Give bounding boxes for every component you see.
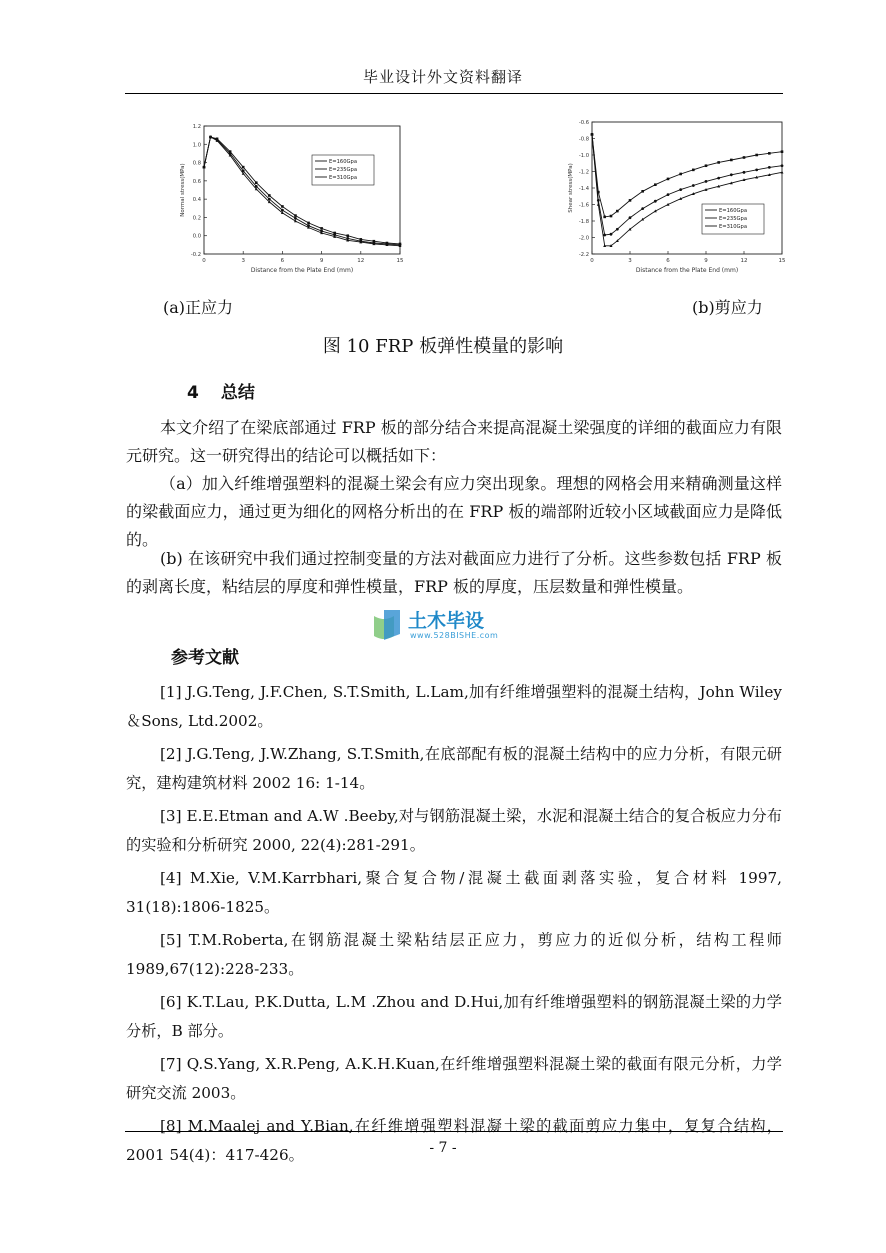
paragraph-intro: 本文介绍了在梁底部通过 FRP 板的部分结合来提高混凝土梁强度的详细的截面应力有限元研究。这一研究得出的结论可以概括如下： bbox=[126, 418, 782, 465]
section-number: 4 bbox=[187, 383, 199, 403]
data-point bbox=[320, 227, 323, 230]
reference-item: [7] Q.S.Yang, X.R.Peng, A.K.H.Kuan,在纤维增强塑料混凝土梁的截面有限元分析，力学研究交流 2003。 bbox=[126, 1055, 782, 1102]
reference-item: [5] T.M.Roberta,在钢筋混凝土梁粘结层正应力，剪应力的近似分析，结构工程师 1989,67(12):228-233。 bbox=[126, 931, 782, 978]
data-point bbox=[281, 205, 284, 208]
data-point bbox=[294, 217, 297, 220]
legend-label: E=310Gpa bbox=[719, 224, 748, 230]
y-tick-label: -1.8 bbox=[578, 219, 589, 225]
data-point bbox=[629, 216, 632, 219]
data-point bbox=[268, 194, 271, 197]
y-tick-label: 1.0 bbox=[192, 142, 201, 149]
header-rule bbox=[125, 93, 783, 94]
x-tick-label: 12 bbox=[357, 258, 365, 264]
section-heading bbox=[187, 378, 277, 403]
page-header-title: 毕业设计外文资料翻译 bbox=[362, 68, 523, 86]
watermark-url: www.528BISHE.com bbox=[410, 631, 499, 640]
data-point bbox=[255, 181, 258, 184]
y-tick-label: -0.8 bbox=[578, 136, 589, 143]
data-point bbox=[610, 215, 613, 218]
paragraph-conclusion-b: (b) 在该研究中我们通过控制变量的方法对截面应力进行了分析。这些参数包括 FRP 板的剥离长度，粘结层的厚度和弹性模量，FRP 板的厚度，压层数量和弹性模量。 bbox=[126, 549, 782, 596]
x-tick-label: 0 bbox=[590, 258, 594, 264]
data-point bbox=[717, 177, 720, 180]
data-point bbox=[307, 222, 310, 225]
data-point bbox=[294, 214, 297, 217]
data-point bbox=[679, 188, 682, 191]
x-axis-label: Distance from the Plate End (mm) bbox=[635, 267, 739, 274]
data-point bbox=[629, 199, 632, 202]
data-point bbox=[781, 150, 784, 153]
y-tick-label: -1.2 bbox=[578, 169, 589, 176]
data-point bbox=[743, 156, 746, 159]
figure-caption-a: (a)正应力 bbox=[163, 298, 234, 317]
data-point bbox=[730, 159, 733, 162]
data-point bbox=[781, 164, 784, 167]
data-point bbox=[346, 234, 349, 237]
y-tick-label: -1.6 bbox=[578, 202, 589, 209]
x-tick-label: 15 bbox=[778, 258, 786, 264]
x-tick-label: 6 bbox=[666, 258, 670, 264]
data-point bbox=[654, 200, 657, 203]
legend-label: E=235Gpa bbox=[329, 167, 358, 173]
y-axis-label: Shear stress(MPa) bbox=[568, 163, 574, 213]
data-point bbox=[616, 210, 619, 213]
plot-frame bbox=[204, 126, 400, 254]
page-number: - 7 - bbox=[429, 1140, 457, 1156]
y-tick-label: -0.2 bbox=[190, 252, 201, 258]
series-line bbox=[204, 137, 400, 244]
section-title: 总结 bbox=[220, 383, 255, 403]
data-point bbox=[610, 233, 613, 236]
data-point bbox=[616, 228, 619, 231]
x-tick-label: 3 bbox=[241, 258, 245, 264]
data-point bbox=[667, 178, 670, 181]
x-tick-label: 9 bbox=[704, 258, 708, 264]
data-point bbox=[603, 234, 606, 237]
data-point bbox=[692, 169, 695, 172]
y-axis-label: Normal stress(MPa) bbox=[180, 163, 186, 217]
data-point bbox=[281, 209, 284, 212]
x-tick-label: 6 bbox=[280, 258, 285, 264]
data-point bbox=[705, 180, 708, 183]
legend-label: E=235Gpa bbox=[719, 216, 748, 222]
data-point bbox=[641, 207, 644, 210]
data-point bbox=[755, 168, 758, 171]
data-point bbox=[654, 183, 657, 186]
y-tick-label: 0.2 bbox=[192, 215, 201, 222]
data-point bbox=[692, 184, 695, 187]
figure-title: 图 10 FRP 板弹性模量的影响 bbox=[322, 336, 564, 357]
x-tick-label: 12 bbox=[740, 258, 748, 264]
legend-label: E=310Gpa bbox=[329, 175, 358, 181]
y-tick-label: 0.6 bbox=[192, 178, 201, 185]
y-tick-label: 0.0 bbox=[192, 233, 201, 240]
references-list bbox=[126, 678, 782, 1174]
data-point bbox=[603, 216, 606, 219]
chart-shear-stress bbox=[556, 118, 788, 280]
y-tick-label: -2.0 bbox=[578, 235, 589, 242]
y-tick-label: -1.0 bbox=[578, 153, 589, 159]
legend-label: E=160Gpa bbox=[719, 208, 748, 214]
chart-normal-stress bbox=[168, 118, 408, 280]
series-line bbox=[204, 137, 400, 245]
y-tick-label: 0.8 bbox=[192, 160, 201, 167]
data-point bbox=[768, 166, 771, 169]
reference-item: [6] K.T.Lau, P.K.Dutta, L.M .Zhou and D.Hui,加有纤维增强塑料的钢筋混凝土梁的力学分析，B 部分。 bbox=[126, 993, 782, 1040]
x-tick-label: 3 bbox=[628, 258, 632, 264]
y-tick-label: 1.2 bbox=[192, 124, 201, 130]
paragraph-conclusion-a: （a）加入纤维增强塑料的混凝土梁会有应力突出现象。理想的网格会用来精确测量这样的梁截面应力，通过更为细化的网格分析出的在 FRP 板的端部附近较小区域截面应力是降低的。 bbox=[126, 474, 782, 549]
data-point bbox=[641, 190, 644, 193]
data-point bbox=[743, 171, 746, 174]
y-tick-label: -1.4 bbox=[578, 186, 589, 192]
x-tick-label: 15 bbox=[396, 258, 404, 264]
watermark-text: 土木毕设 bbox=[408, 610, 485, 632]
reference-item: [2] J.G.Teng, J.W.Zhang, S.T.Smith,在底部配有板的混凝土结构中的应力分析，有限元研究，建构建筑材料 2002 16: 1-14。 bbox=[126, 745, 782, 792]
data-point bbox=[705, 164, 708, 167]
legend-label: E=160Gpa bbox=[329, 159, 358, 165]
data-point bbox=[679, 173, 682, 176]
y-tick-label: -0.6 bbox=[578, 120, 589, 126]
reference-item: [4] M.Xie, V.M.Karrbhari,聚合复合物/混凝土截面剥落实验，复合材料 1997, 31(18):1806-1825。 bbox=[126, 869, 782, 916]
y-tick-label: -2.2 bbox=[578, 252, 589, 258]
x-tick-label: 9 bbox=[319, 258, 324, 264]
reference-item: [8] M.Maalej and Y.Bian,在纤维增强塑料混凝土梁的截面剪应力集中，复复合结构，2001 54(4)：417-426。 bbox=[126, 1117, 782, 1164]
x-tick-label: 0 bbox=[202, 258, 206, 264]
references-heading: 参考文献 bbox=[171, 648, 239, 668]
data-point bbox=[242, 166, 245, 169]
reference-item: [3] E.E.Etman and A.W .Beeby,对与钢筋混凝土梁，水泥和混凝土结合的复合板应力分布的实验和分析研究 2000, 22(4):281-291。 bbox=[126, 807, 782, 854]
data-point bbox=[768, 152, 771, 155]
figure-caption-b: (b)剪应力 bbox=[692, 298, 763, 317]
y-tick-label: 0.4 bbox=[192, 197, 201, 204]
x-axis-label: Distance from the Plate End (mm) bbox=[250, 267, 354, 274]
series-line bbox=[204, 137, 400, 246]
data-point bbox=[717, 161, 720, 164]
data-point bbox=[730, 173, 733, 176]
data-point bbox=[667, 193, 670, 196]
footer-rule bbox=[125, 1131, 783, 1132]
data-point bbox=[755, 154, 758, 157]
data-point bbox=[268, 198, 271, 201]
reference-item: [1] J.G.Teng, J.F.Chen, S.T.Smith, L.Lam,加有纤维增强塑料的混凝土结构，John Wiley＆Sons, Ltd.2002。 bbox=[126, 683, 782, 730]
